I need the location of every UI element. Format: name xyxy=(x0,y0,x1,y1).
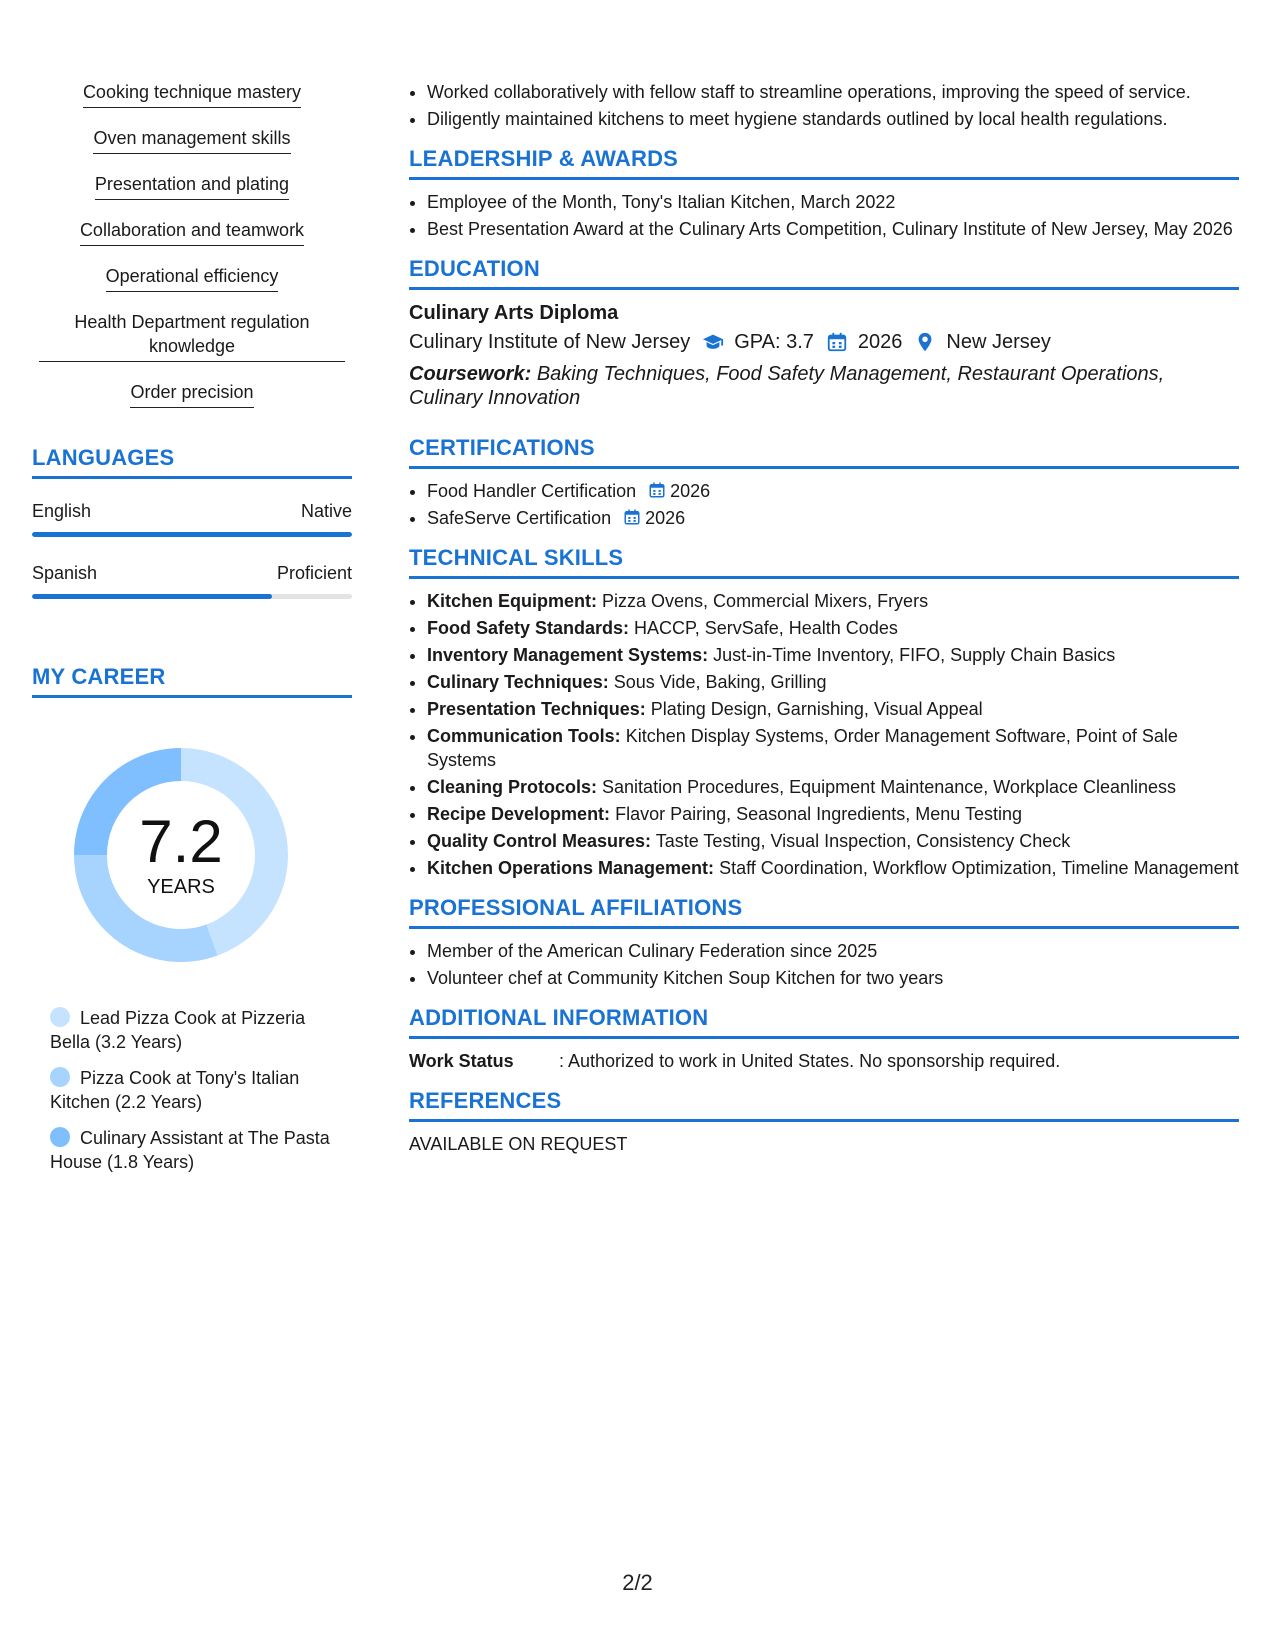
language-level: Proficient xyxy=(276,563,352,583)
calendar-icon xyxy=(826,331,848,353)
certification-name: Food Handler Certification xyxy=(427,481,637,501)
technical-skill-value: HACCP, ServSafe, Health Codes xyxy=(634,618,898,638)
work-status-value: : Authorized to work in United States. No sponsorship required. xyxy=(559,1051,1061,1071)
left-column xyxy=(32,80,352,1186)
languages-section xyxy=(32,444,352,599)
technical-skill-item xyxy=(427,616,1239,640)
language-level: Native xyxy=(300,501,352,521)
certification-item xyxy=(427,506,1239,530)
work-status-row xyxy=(409,1049,1239,1073)
leadership-item: • Employee of the Month, Tony's Italian Kitchen, March 2022 xyxy=(427,190,1239,214)
legend-dot xyxy=(50,1067,70,1087)
technical-skills-title: TECHNICAL SKILLS xyxy=(409,544,1239,579)
technical-skill-item xyxy=(427,724,1239,772)
education-coursework xyxy=(409,362,1239,410)
coursework-label: Coursework: xyxy=(409,363,532,385)
language-bar xyxy=(32,532,352,537)
technical-skill-label: Recipe Development: xyxy=(427,804,611,824)
career-legend-label: Pizza Cook at Tony's Italian Kitchen (2.2 Years) xyxy=(50,1068,300,1112)
languages-title: LANGUAGES xyxy=(32,444,352,479)
calendar-icon xyxy=(648,481,666,499)
career-unit: YEARS xyxy=(147,876,215,898)
technical-skill-value: Sanitation Procedures, Equipment Maintenance, Workplace Cleanliness xyxy=(602,777,1177,797)
technical-skill-label: Food Safety Standards: xyxy=(427,618,630,638)
language-entry xyxy=(32,501,352,537)
career-legend-item xyxy=(50,1066,330,1114)
skills-list xyxy=(32,80,352,408)
certifications-title: CERTIFICATIONS xyxy=(409,434,1239,469)
technical-skill-label: Cleaning Protocols: xyxy=(427,777,598,797)
education-degree: Culinary Arts Diploma xyxy=(409,302,619,324)
leadership-list xyxy=(409,190,1239,241)
skill-item: Presentation and plating xyxy=(95,172,289,200)
experience-bullets xyxy=(409,80,1239,131)
technical-skill-item xyxy=(427,829,1239,853)
technical-skill-item xyxy=(427,802,1239,826)
education-school: Culinary Institute of New Jersey xyxy=(409,331,691,353)
technical-skill-item xyxy=(427,589,1239,613)
skill-item: Health Department regulation knowledge xyxy=(39,310,345,362)
skill-item: Cooking technique mastery xyxy=(83,80,301,108)
leadership-item: • Best Presentation Award at the Culinary Arts Competition, Culinary Institute of New Jersey, May 2026 xyxy=(427,217,1239,241)
affiliation-item: • Volunteer chef at Community Kitchen Soup Kitchen for two years xyxy=(427,966,1239,990)
education-meta xyxy=(409,328,1239,356)
technical-skill-item xyxy=(427,697,1239,721)
experience-bullet: • Diligently maintained kitchens to meet hygiene standards outlined by local health regulations. xyxy=(427,107,1239,131)
legend-dot xyxy=(50,1007,70,1027)
skill-item: Operational efficiency xyxy=(106,264,279,292)
affiliation-item: • Member of the American Culinary Federation since 2025 xyxy=(427,939,1239,963)
technical-skill-value: Just-in-Time Inventory, FIFO, Supply Chain Basics xyxy=(713,645,1116,665)
technical-skill-item xyxy=(427,856,1239,880)
career-legend-item xyxy=(50,1126,330,1174)
skill-item: Collaboration and teamwork xyxy=(80,218,304,246)
references-title: REFERENCES xyxy=(409,1087,1239,1122)
technical-skill-value: Pizza Ovens, Commercial Mixers, Fryers xyxy=(602,591,929,611)
experience-bullet: • Worked collaboratively with fellow staff to streamline operations, improving the speed of service. xyxy=(427,80,1239,104)
skill-item: Oven management skills xyxy=(93,126,290,154)
technical-skill-label: Presentation Techniques: xyxy=(427,699,646,719)
affiliations-list xyxy=(409,939,1239,990)
education-location: New Jersey xyxy=(946,331,1051,353)
technical-skill-item xyxy=(427,775,1239,799)
language-bar-fill xyxy=(32,532,352,537)
career-section xyxy=(32,663,352,1174)
career-legend-label: Lead Pizza Cook at Pizzeria Bella (3.2 Years) xyxy=(50,1008,306,1052)
certifications-list xyxy=(409,479,1239,530)
education-year: 2026 xyxy=(857,331,903,353)
education-gpa: GPA: 3.7 xyxy=(734,331,814,353)
technical-skill-item xyxy=(427,643,1239,667)
career-legend xyxy=(50,1006,330,1174)
language-bar xyxy=(32,594,352,599)
location-pin-icon xyxy=(914,331,936,353)
technical-skill-label: Kitchen Equipment: xyxy=(427,591,597,611)
technical-skill-item xyxy=(427,670,1239,694)
affiliations-title: PROFESSIONAL AFFILIATIONS xyxy=(409,894,1239,929)
technical-skill-value: Plating Design, Garnishing, Visual Appeal xyxy=(650,699,983,719)
language-bar-fill xyxy=(32,594,272,599)
calendar-icon xyxy=(623,508,641,526)
coursework-text: Baking Techniques, Food Safety Management, Restaurant Operations, Culinary Innovation xyxy=(409,363,1165,409)
skill-item: Order precision xyxy=(130,380,253,408)
language-entry xyxy=(32,563,352,599)
leadership-title: LEADERSHIP & AWARDS xyxy=(409,145,1239,180)
certification-year: 2026 xyxy=(670,481,711,501)
legend-dot xyxy=(50,1127,70,1147)
work-status-label: Work Status xyxy=(409,1051,514,1071)
technical-skill-label: Culinary Techniques: xyxy=(427,672,609,692)
language-name: English xyxy=(32,501,92,521)
certification-name: SafeServe Certification xyxy=(427,508,612,528)
technical-skill-value: Staff Coordination, Workflow Optimization, Timeline Management xyxy=(719,858,1239,878)
education-title: EDUCATION xyxy=(409,255,1239,290)
technical-skill-value: Kitchen Display Systems, Order Management Software, Point of Sale Systems xyxy=(427,726,1178,770)
technical-skills-list xyxy=(409,589,1239,880)
career-total: 7.2 xyxy=(139,808,223,875)
career-legend-item xyxy=(50,1006,330,1054)
technical-skill-label: Communication Tools: xyxy=(427,726,621,746)
career-title: MY CAREER xyxy=(32,663,352,698)
career-donut xyxy=(66,740,296,970)
technical-skill-value: Sous Vide, Baking, Grilling xyxy=(613,672,827,692)
technical-skill-label: Inventory Management Systems: xyxy=(427,645,709,665)
graduation-cap-icon xyxy=(702,331,724,353)
career-legend-label: Culinary Assistant at The Pasta House (1.8 Years) xyxy=(50,1128,330,1172)
language-name: Spanish xyxy=(32,563,98,583)
references-value: AVAILABLE ON REQUEST xyxy=(409,1134,628,1154)
page-number: 2/2 xyxy=(622,1570,653,1595)
technical-skill-label: Quality Control Measures: xyxy=(427,831,652,851)
certification-item xyxy=(427,479,1239,503)
technical-skill-label: Kitchen Operations Management: xyxy=(427,858,715,878)
right-column xyxy=(409,80,1239,1156)
technical-skill-value: Flavor Pairing, Seasonal Ingredients, Menu Testing xyxy=(615,804,1022,824)
technical-skill-value: Taste Testing, Visual Inspection, Consistency Check xyxy=(655,831,1071,851)
certification-year: 2026 xyxy=(645,508,686,528)
additional-info-title: ADDITIONAL INFORMATION xyxy=(409,1004,1239,1039)
